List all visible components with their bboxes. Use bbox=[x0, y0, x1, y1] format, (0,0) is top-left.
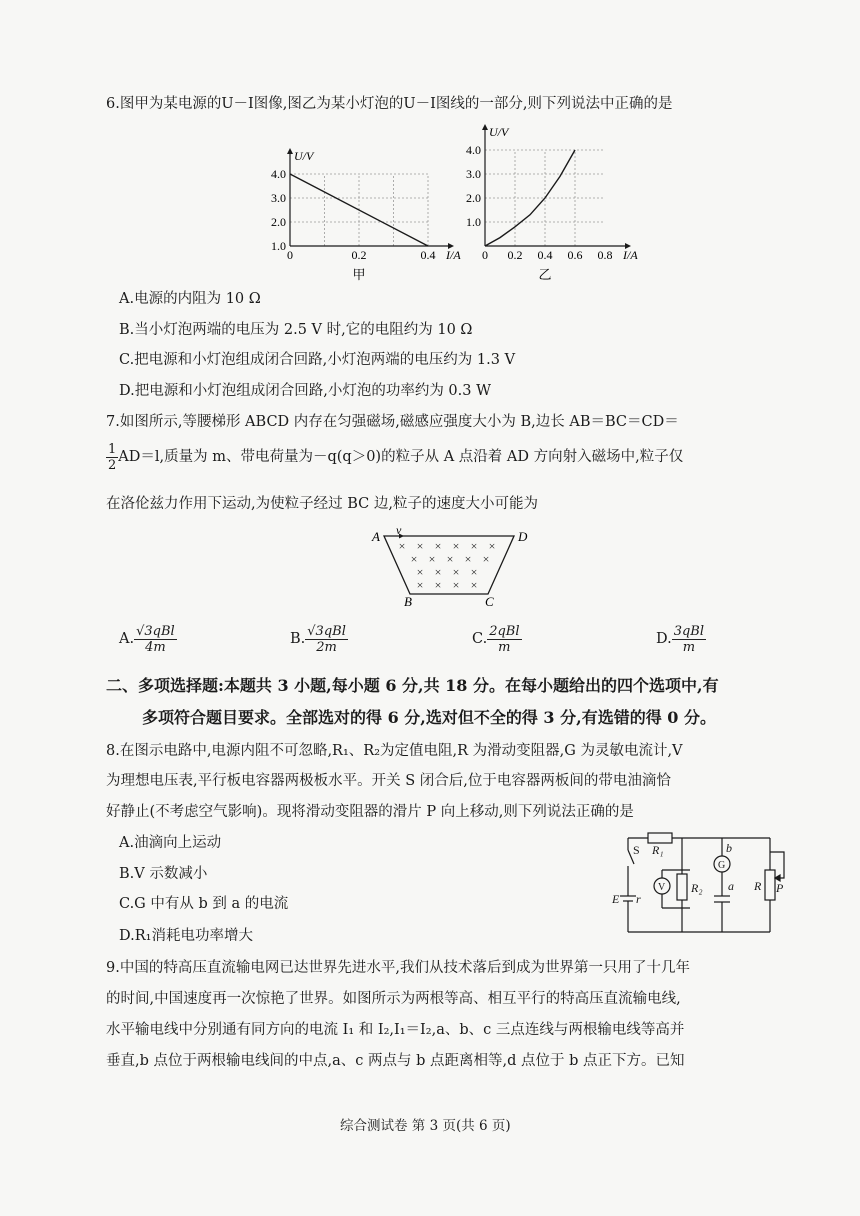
p-label: P bbox=[776, 881, 784, 895]
section2-heading-line1: 二、多项选择题:本题共 3 小题,每小题 6 分,共 18 分。在每小题给出的四个选项中,有 bbox=[106, 676, 719, 695]
q6-option-b: B.当小灯泡两端的电压为 2.5 V 时,它的电阻约为 10 Ω bbox=[119, 322, 473, 338]
magnetic-field-cross: × bbox=[434, 539, 442, 553]
v-label: v bbox=[396, 523, 402, 537]
magnetic-field-cross: × bbox=[428, 552, 436, 566]
q9-line2: 的时间,中国速度再一次惊艳了世界。如图所示为两根等高、相互平行的特高压直流输电线, bbox=[106, 991, 681, 1007]
magnetic-field-cross: × bbox=[488, 539, 496, 553]
x-tick-label: 0 bbox=[482, 248, 488, 262]
x-tick-label: 0.4 bbox=[537, 248, 553, 262]
y-axis-label: U/V bbox=[489, 125, 509, 139]
r2-label: R₂ bbox=[691, 881, 703, 895]
page-footer: 综合测试卷 第 3 页(共 6 页) bbox=[340, 1118, 511, 1134]
trapezoid-figure bbox=[368, 524, 538, 610]
r-internal-label: r bbox=[636, 892, 641, 906]
y-axis-arrow bbox=[287, 148, 293, 154]
q8-option-b: B.V 示数减小 bbox=[119, 866, 208, 882]
magnetic-field-cross: × bbox=[470, 578, 478, 592]
magnetic-field-cross: × bbox=[434, 578, 442, 592]
magnetic-field-cross: × bbox=[398, 539, 406, 553]
b-label: b bbox=[726, 841, 732, 855]
magnetic-field-cross: × bbox=[410, 552, 418, 566]
q8-option-c: C.G 中有从 b 到 a 的电流 bbox=[119, 896, 289, 912]
q7-option-b: B. $\frac{\text{√3qBl}}{2m}$ bbox=[290, 623, 346, 655]
x-axis-label: I/A bbox=[623, 248, 638, 262]
q7-option-d: D. $\frac{\text{3qBl}}{m}$ bbox=[656, 623, 705, 655]
circuit-diagram bbox=[612, 830, 792, 942]
magnetic-field-cross: × bbox=[470, 565, 478, 579]
magnetic-field-cross: × bbox=[452, 578, 460, 592]
magnetic-field-cross: × bbox=[452, 539, 460, 553]
magnetic-field-cross: × bbox=[482, 552, 490, 566]
e-label: E bbox=[612, 892, 620, 906]
y-tick-label: 4.0 bbox=[466, 143, 481, 157]
chart-b bbox=[455, 125, 645, 288]
q6-option-a: A.电源的内阻为 10 Ω bbox=[119, 291, 261, 307]
q7-option-a: A. $\frac{\text{√3qBl}}{4m}$ bbox=[119, 623, 175, 655]
x-tick-label: 0.2 bbox=[351, 248, 367, 262]
q8-line2: 为理想电压表,平行板电容器两极板水平。开关 S 闭合后,位于电容器两板间的带电油滴恰 bbox=[106, 773, 671, 789]
magnetic-field-cross: × bbox=[416, 578, 424, 592]
q7-line2 bbox=[106, 440, 683, 474]
magnetic-field-cross: × bbox=[416, 565, 424, 579]
magnetic-field-cross: × bbox=[416, 539, 424, 553]
y-tick-label: 1.0 bbox=[466, 215, 481, 229]
s-label: S bbox=[633, 843, 640, 857]
r1-label: R₁ bbox=[652, 843, 664, 857]
chart-caption: 乙 bbox=[538, 267, 552, 282]
y-tick-label: 4.0 bbox=[271, 167, 286, 181]
q9-line3: 水平输电线中分别通有同方向的电流 I₁ 和 I₂,I₁＝I₂,a、b、c 三点连线与两根输电线等高并 bbox=[106, 1022, 685, 1038]
y-tick-label: 3.0 bbox=[271, 191, 286, 205]
x-tick-label: 0.8 bbox=[597, 248, 613, 262]
point-c-label: C bbox=[485, 594, 494, 609]
q8-option-d: D.R₁消耗电功率增大 bbox=[119, 928, 253, 944]
chart-caption: 甲 bbox=[352, 267, 366, 282]
magnetic-field-cross: × bbox=[470, 539, 478, 553]
section2-heading-line2: 多项符合题目要求。全部选对的得 6 分,选对但不全的得 3 分,有选错的得 0 分。 bbox=[142, 708, 716, 727]
y-tick-label: 2.0 bbox=[271, 215, 286, 229]
q8-line1: 8.在图示电路中,电源内阻不可忽略,R₁、R₂为定值电阻,R 为滑动变阻器,G 为灵敏电流计,V bbox=[106, 743, 683, 759]
q8-line3: 好静止(不考虑空气影响)。现将滑动变阻器的滑片 P 向上移动,则下列说法正确的是 bbox=[106, 804, 634, 820]
y-tick-label: 3.0 bbox=[466, 167, 481, 181]
g-meter-label: G bbox=[718, 860, 726, 871]
q9-line4: 垂直,b 点位于两根输电线间的中点,a、c 两点与 b 点距离相等,d 点位于 b 点正下方。已知 bbox=[106, 1053, 685, 1069]
q6-stem: 6.图甲为某电源的U－I图像,图乙为某小灯泡的U－I图线的一部分,则下列说法中正确的是 bbox=[106, 96, 673, 112]
x-tick-label: 0.2 bbox=[507, 248, 523, 262]
q7-option-c: C. $\frac{\text{2qBl}}{m}$ bbox=[472, 623, 520, 655]
q6-option-c: C.把电源和小灯泡组成闭合回路,小灯泡两端的电压约为 1.3 V bbox=[119, 352, 516, 368]
half-fraction: $\frac{1}{2}$ bbox=[108, 441, 117, 473]
q6-option-d: D.把电源和小灯泡组成闭合回路,小灯泡的功率约为 0.3 W bbox=[119, 383, 492, 399]
x-tick-label: 0.6 bbox=[567, 248, 583, 262]
magnetic-field-cross: × bbox=[434, 565, 442, 579]
a-label: a bbox=[728, 879, 734, 893]
y-axis-label: U/V bbox=[294, 149, 314, 163]
point-b-label: B bbox=[404, 594, 412, 609]
q8-option-a: A.油滴向上运动 bbox=[119, 835, 222, 851]
magnetic-field-cross: × bbox=[464, 552, 472, 566]
x-axis-label: I/A bbox=[446, 248, 461, 262]
q7-line1: 7.如图所示,等腰梯形 ABCD 内存在匀强磁场,磁感应强度大小为 B,边长 AB＝BC＝CD＝ bbox=[106, 414, 679, 430]
y-tick-label: 2.0 bbox=[466, 191, 481, 205]
x-tick-label: 0 bbox=[287, 248, 293, 262]
point-d-label: D bbox=[518, 529, 528, 544]
y-tick-label: 1.0 bbox=[271, 239, 286, 253]
v-meter-label: V bbox=[658, 882, 666, 893]
r-label: R bbox=[754, 879, 762, 893]
q7-line2-text: AD＝l,质量为 m、带电荷量为－q(q＞0)的粒子从 A 点沿着 AD 方向射入磁场中,粒子仅 bbox=[118, 449, 684, 465]
q7-line3: 在洛伦兹力作用下运动,为使粒子经过 BC 边,粒子的速度大小可能为 bbox=[106, 496, 538, 512]
chart-a bbox=[258, 128, 461, 288]
q9-line1: 9.中国的特高压直流输电网已达世界先进水平,我们从技术落后到成为世界第一只用了十几年 bbox=[106, 960, 690, 976]
y-axis-arrow bbox=[482, 124, 488, 130]
x-tick-label: 0.4 bbox=[420, 248, 436, 262]
magnetic-field-cross: × bbox=[452, 565, 460, 579]
point-a-label: A bbox=[372, 529, 380, 544]
magnetic-field-cross: × bbox=[446, 552, 454, 566]
